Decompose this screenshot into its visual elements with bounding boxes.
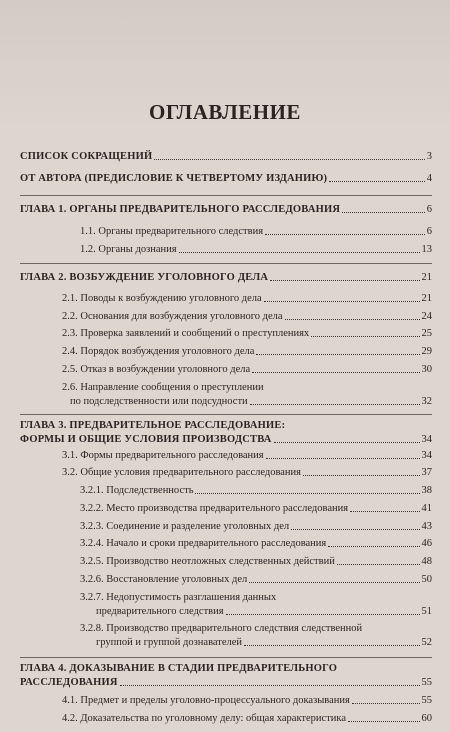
- toc-entry-chapter[interactable]: [20, 676, 432, 689]
- section-divider: [20, 414, 432, 415]
- toc-entry-page: 48: [421, 556, 432, 567]
- toc-entry[interactable]: [96, 605, 432, 618]
- toc-entry-text: 4.2. Доказательства по уголовному делу: общая характеристика: [62, 713, 347, 724]
- toc-entry-page: 55: [421, 677, 432, 688]
- toc-entry-text: по подследственности или подсудности: [70, 396, 248, 407]
- toc-entry-text: РАССЛЕДОВАНИЯ: [20, 677, 118, 688]
- toc-entry-page: 3: [426, 151, 432, 162]
- toc-entry[interactable]: [80, 243, 432, 256]
- toc-entry-text: 2.3. Проверка заявлений и сообщений о преступлениях: [62, 328, 310, 339]
- toc-entry-text: 3.2.6. Восстановление уголовных дел: [80, 574, 248, 585]
- toc-entry[interactable]: [62, 712, 432, 725]
- toc-entry-chapter[interactable]: [20, 203, 432, 216]
- toc-entry-line1: [80, 622, 432, 635]
- page-title: ОГЛАВЛЕНИЕ: [149, 100, 301, 124]
- toc-entry-page: 41: [421, 503, 432, 514]
- toc-entry-text: 3.2.8. Производство предварительного следствия следственной: [80, 623, 363, 634]
- toc-entry-page: 32: [421, 396, 432, 407]
- toc-entry-text: ГЛАВА 3. ПРЕДВАРИТЕЛЬНОЕ РАССЛЕДОВАНИЕ:: [20, 420, 286, 431]
- toc-entry-page: 43: [421, 521, 432, 532]
- toc-entry-text: ГЛАВА 4. ДОКАЗЫВАНИЕ В СТАДИИ ПРЕДВАРИТЕЛЬНОГО: [20, 663, 338, 674]
- toc-entry-page: 6: [426, 204, 432, 215]
- toc-entry-text: ГЛАВА 1. ОРГАНЫ ПРЕДВАРИТЕЛЬНОГО РАССЛЕДОВАНИЯ: [20, 204, 341, 215]
- toc-entry-page: 13: [421, 244, 432, 255]
- toc-entry-text: ФОРМЫ И ОБЩИЕ УСЛОВИЯ ПРОИЗВОДСТВА: [20, 434, 272, 445]
- toc-entry[interactable]: [62, 292, 432, 305]
- toc-entry-text: 2.2. Основания для возбуждения уголовного дела: [62, 311, 283, 322]
- toc-entry-text: 4.1. Предмет и пределы уголовно-процессуального доказывания: [62, 695, 350, 706]
- toc-entry-text: 3.2.2. Место производства предварительного расследования: [80, 503, 349, 514]
- toc-entry-text: СПИСОК СОКРАЩЕНИЙ: [20, 151, 153, 162]
- toc-entry-page: 29: [421, 346, 432, 357]
- section-divider: [20, 195, 432, 196]
- toc-entry[interactable]: [80, 502, 432, 515]
- toc-entry-text: 3.2.4. Начало и сроки предварительного расследования: [80, 538, 327, 549]
- toc-entry[interactable]: [62, 466, 432, 479]
- toc-entry[interactable]: [62, 310, 432, 323]
- toc-entry-text: 1.1. Органы предварительного следствия: [80, 226, 264, 237]
- toc-entry-line1: [20, 419, 432, 432]
- toc-entry-text: ОТ АВТОРА (ПРЕДИСЛОВИЕ К ЧЕТВЕРТОМУ ИЗДАНИЮ): [20, 173, 328, 184]
- toc-entry-text: 2.4. Порядок возбуждения уголовного дела: [62, 346, 255, 357]
- toc-entry-text: 1.2. Органы дознания: [80, 244, 177, 255]
- toc-entry-text: 3.2.7. Недопустимость разглашения данных: [80, 592, 277, 603]
- toc-entry[interactable]: [62, 363, 432, 376]
- toc-entry-text: 2.5. Отказ в возбуждении уголовного дела: [62, 364, 251, 375]
- toc-entry-text: 2.1. Поводы к возбуждению уголовного дела: [62, 293, 262, 304]
- toc-entry-page: 30: [421, 364, 432, 375]
- toc-entry-chapter[interactable]: [20, 271, 432, 284]
- toc-entry-text: группой и группой дознавателей: [96, 637, 243, 648]
- toc-entry[interactable]: [80, 537, 432, 550]
- toc-entry-page: 50: [421, 574, 432, 585]
- toc-entry-text: 3.2. Общие условия предварительного расследования: [62, 467, 302, 478]
- toc-entry-line1: [20, 662, 432, 675]
- toc-entry-page: 25: [421, 328, 432, 339]
- toc-entry-text: 2.6. Направление сообщения о преступлении: [62, 382, 264, 393]
- toc-entry[interactable]: [70, 395, 432, 408]
- section-divider: [20, 657, 432, 658]
- toc-entry[interactable]: [80, 225, 432, 238]
- toc-entry[interactable]: [62, 327, 432, 340]
- toc-entry-page: 24: [421, 311, 432, 322]
- toc-entry[interactable]: [80, 573, 432, 586]
- toc-entry-line1: [62, 381, 432, 394]
- toc-entry-page: 51: [421, 606, 432, 617]
- toc-entry-page: 34: [421, 434, 432, 445]
- toc-entry-text: 3.2.1. Подследственность: [80, 485, 194, 496]
- toc-entry-page: 6: [426, 226, 432, 237]
- toc-entry-page: 60: [421, 713, 432, 724]
- toc-entry-chapter[interactable]: [20, 433, 432, 446]
- toc-entry[interactable]: [80, 555, 432, 568]
- toc-entry[interactable]: [62, 694, 432, 707]
- toc-entry-page: 21: [421, 272, 432, 283]
- toc-entry-page: 38: [421, 485, 432, 496]
- toc-entry-page: 4: [426, 173, 432, 184]
- toc-entry[interactable]: [20, 172, 432, 185]
- toc-entry-line1: [80, 591, 432, 604]
- bleed-through-text: [130, 4, 440, 15]
- toc-entry-page: 46: [421, 538, 432, 549]
- toc-entry-text: 3.2.5. Производство неотложных следственных действий: [80, 556, 335, 567]
- section-divider: [20, 263, 432, 264]
- toc-entry-text: предварительного следствия: [96, 606, 224, 617]
- toc-entry[interactable]: [62, 449, 432, 462]
- toc-entry[interactable]: [80, 520, 432, 533]
- toc-entry-page: 55: [421, 695, 432, 706]
- toc-entry[interactable]: [20, 150, 432, 163]
- toc-entry-page: 52: [421, 637, 432, 648]
- toc-entry[interactable]: [62, 345, 432, 358]
- toc-entry-page: 37: [421, 467, 432, 478]
- toc-entry-text: 3.2.3. Соединение и разделение уголовных дел: [80, 521, 290, 532]
- toc-entry[interactable]: [80, 484, 432, 497]
- toc-entry-text: ГЛАВА 2. ВОЗБУЖДЕНИЕ УГОЛОВНОГО ДЕЛА: [20, 272, 269, 283]
- toc-entry-page: 21: [421, 293, 432, 304]
- toc-entry-page: 34: [421, 450, 432, 461]
- toc-entry-text: 3.1. Формы предварительного расследования: [62, 450, 264, 461]
- toc-entry[interactable]: [96, 636, 432, 649]
